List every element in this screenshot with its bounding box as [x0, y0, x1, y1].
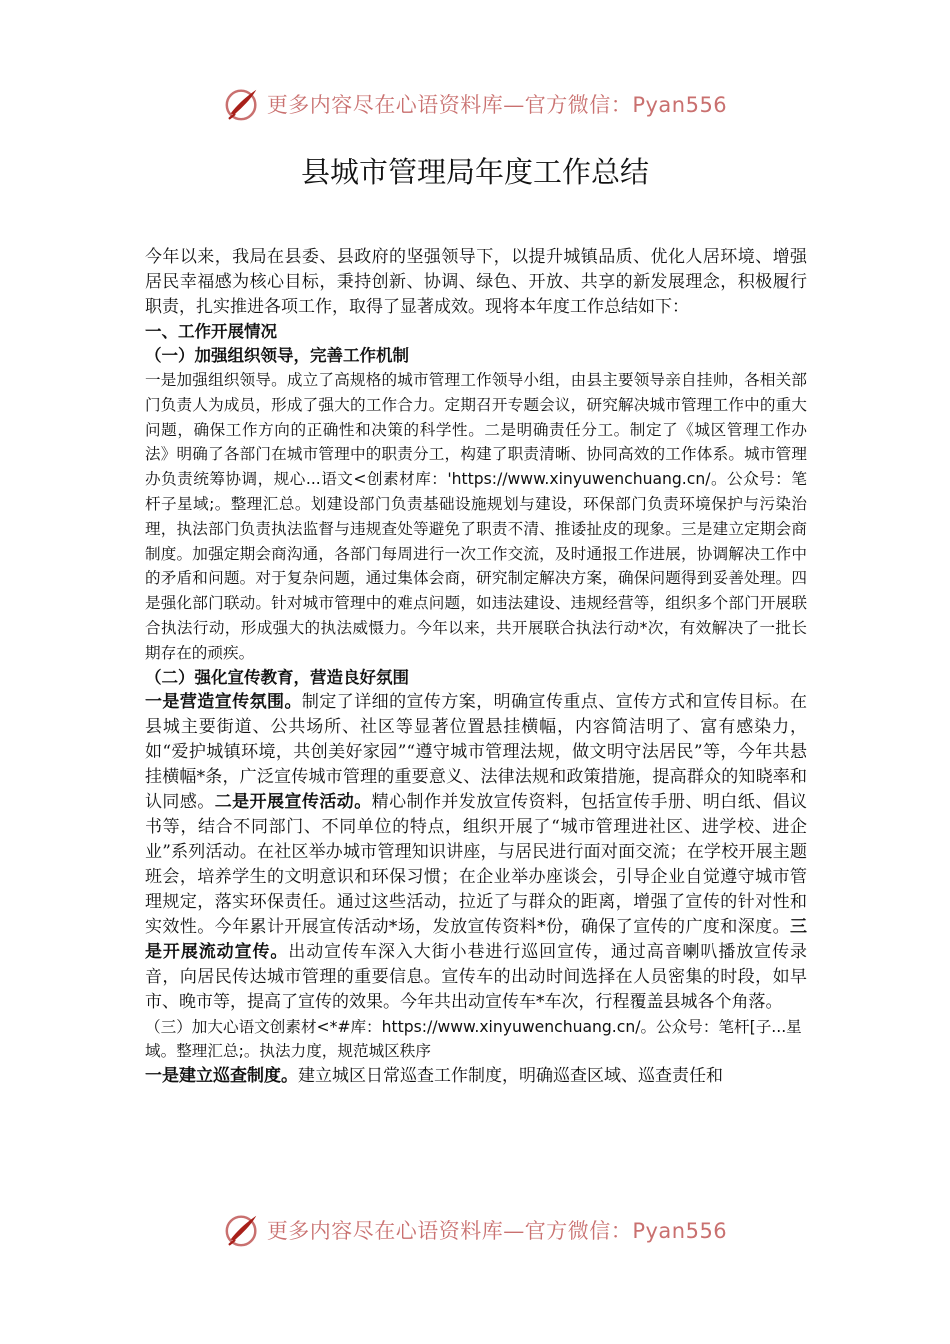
pen-logo-icon	[223, 1211, 261, 1249]
document-body	[145, 245, 807, 1089]
pen-logo-icon	[223, 85, 261, 123]
subsection-heading-3: （三）加大心语文创素材<*#库：https://www.xinyuwenchuang.cn/。公众号：笔杆[子...星域。整理汇总;。执法力度，规范城区秩序	[145, 1017, 802, 1061]
subsection-2-paragraph: 一是营造宣传氛围。制定了详细的宣传方案，明确宣传重点、宣传方式和宣传目标。在县城主要街道、公共场所、社区等显著位置悬挂横幅，内容简洁明了、富有感染力，如“爱护城镇环境，共创美好家园”“遵守城市管理法规，做文明守法居民”等，今年共悬挂横幅*条，广泛宣传城市管理的重要意义、法律法规和政策措施，提高群众的知晓率和认同感。二是开展宣传活动。精心制作并发放宣传资料，包括宣传手册、明白纸、倡议书等，结合不同部门、不同单位的特点，组织开展了“城市管理进社区、进学校、进企业”系列活动。在社区举办城市管理知识讲座，与居民进行面对面交流；在学校开展主题班会，培养学生的文明意识和环保习惯；在企业举办座谈会，引导企业自觉遵守城市管理规定，落实环保责任。通过这些活动，拉近了与群众的距离，增强了宣传的针对性和实效性。今年累计开展宣传活动*场，发放宣传资料*份，确保了宣传的广度和深度。三是开展流动宣传。出动宣传车深入大街小巷进行巡回宣传，通过高音喇叭播放宣传录音，向居民传达城市管理的重要信息。宣传车的出动时间选择在人员密集的时段，如早市、晚市等，提高了宣传的效果。今年共出动宣传车*车次，行程覆盖县城各个角落。	[145, 691, 808, 1012]
subsection-1-paragraph: 一是加强组织领导。成立了高规格的城市管理工作领导小组，由县主要领导亲自挂帅，各相关部门负责人为成员，形成了强大的工作合力。定期召开专题会议，研究解决城市管理工作中的重大问题，确保工作方向的正确性和决策的科学性。二是明确责任分工。制定了《城区管理工作办法》明确了各部门在城市管理中的职责分工，构建了职责清晰、协同高效的工作体系。城市管理办负责统筹协调，规心...语文<创素材库：'https://www.xinyuwenchuang.cn/。公众号：笔杆子星域;。整理汇总。划建设部门负责基础设施规划与建设，环保部门负责环境保护与污染治理，执法部门负责执法监督与违规查处等避免了职责不清、推诿扯皮的现象。三是建立定期会商制度。加强定期会商沟通，各部门每周进行一次工作交流，及时通报工作进展，协调解决工作中的矛盾和问题。对于复杂问题，通过集体会商，研究制定解决方案，确保问题得到妥善处理。四是强化部门联动。针对城市管理中的难点问题，如违法建设、违规经营等，组织多个部门开展联合执法行动，形成强大的执法威慑力。今年以来，共开展联合执法行动*次，有效解决了一批长期存在的顽疾。	[145, 371, 807, 662]
lead-phrase: 二是开展宣传活动。	[214, 791, 372, 812]
page-title: 县城市管理局年度工作总结	[300, 155, 649, 189]
subsection-heading-1: （一）加强组织领导，完善工作机制	[145, 346, 409, 365]
header-banner	[0, 82, 950, 126]
lead-phrase: 一是建立巡查制度。	[145, 1066, 298, 1087]
lead-phrase: 一是营造宣传氛围。	[145, 691, 302, 712]
banner-account: Pyan556	[632, 93, 728, 117]
lead-phrase: 三是开展流动宣传。	[145, 916, 807, 962]
footer-banner	[0, 1208, 950, 1252]
banner-account: Pyan556	[632, 1219, 728, 1243]
section-heading: 一、工作开展情况	[145, 322, 277, 341]
subsection-3-paragraph: 一是建立巡查制度。建立城区日常巡查工作制度，明确巡查区域、巡查责任和	[145, 1066, 723, 1087]
banner-text: 更多内容尽在心语资料库—官方微信：Pyan556	[266, 93, 728, 117]
subsection-heading-2: （二）强化宣传教育，营造良好氛围	[145, 667, 409, 687]
banner-text: 更多内容尽在心语资料库—官方微信：Pyan556	[266, 1219, 728, 1243]
intro-paragraph: 今年以来，我局在县委、县政府的坚强领导下，以提升城镇品质、优化人居环境、增强居民幸福感为核心目标，秉持创新、协调、绿色、开放、共享的新发展理念，积极履行职责，扎实推进各项工作，取得了显著成效。现将本年度工作总结如下：	[145, 247, 807, 317]
